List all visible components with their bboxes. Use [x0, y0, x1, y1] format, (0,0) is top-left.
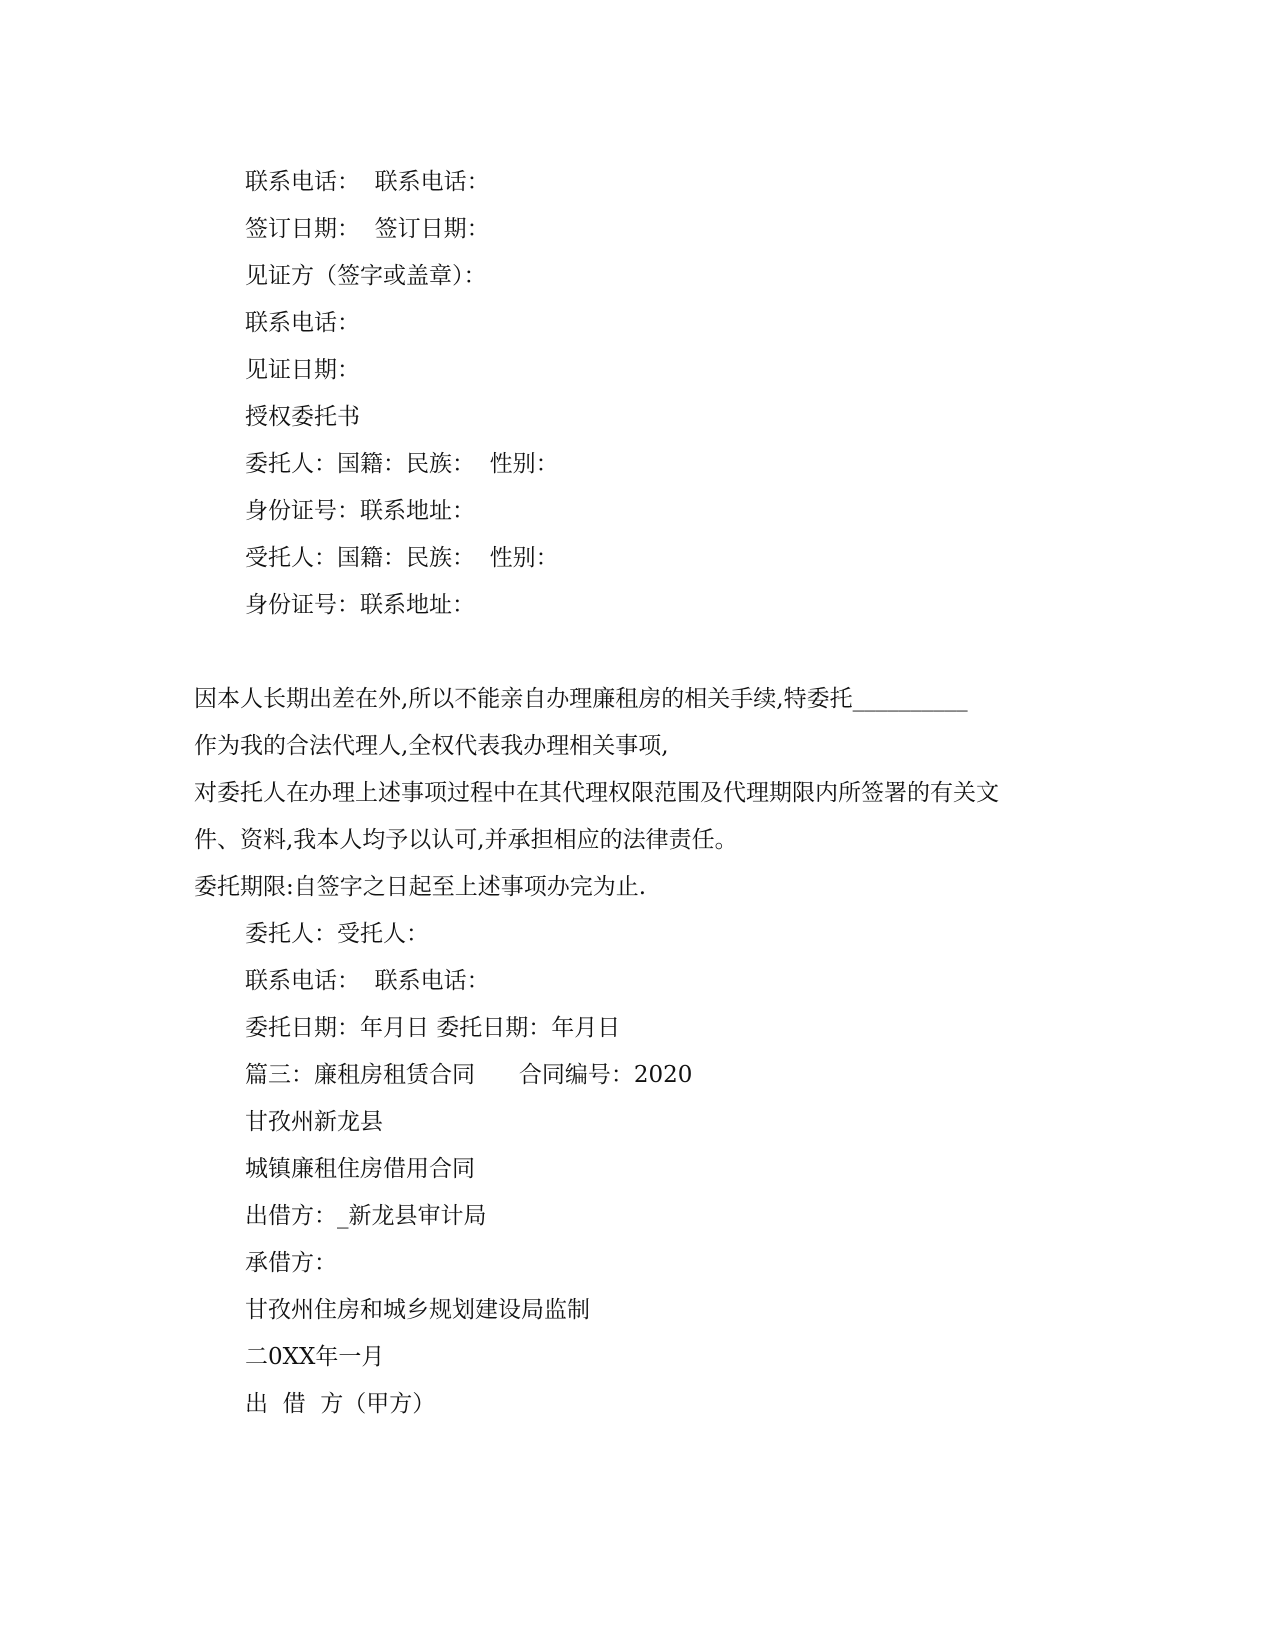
text-line: 联系电话： 联系电话： — [245, 968, 490, 994]
text-line: 身份证号：联系地址： — [245, 592, 475, 618]
section-heading: 篇三：廉租房租赁合同 合同编号：2020 — [245, 1062, 693, 1088]
text-line: 城镇廉租住房借用合同 — [245, 1156, 475, 1182]
text-line: 出借方：_新龙县审计局 — [245, 1203, 487, 1229]
text-line: 受托人：国籍：民族： 性别： — [245, 545, 559, 571]
text-line: 联系电话： 联系电话： — [245, 169, 490, 195]
text-line: 承借方： — [245, 1250, 337, 1276]
paragraph-line: 作为我的合法代理人,全权代表我办理相关事项, — [194, 733, 669, 759]
section-heading: 授权委托书 — [245, 404, 360, 430]
text-line: 委托人：受托人： — [245, 921, 429, 947]
text-line: 甘孜州住房和城乡规划建设局监制 — [245, 1297, 590, 1323]
text-line: 委托日期：年月日 委托日期：年月日 — [245, 1015, 621, 1041]
text-line: 身份证号：联系地址： — [245, 498, 475, 524]
paragraph-line: 因本人长期出差在外,所以不能亲自办理廉租房的相关手续,特委托__________ — [194, 686, 968, 712]
text-line: 见证日期： — [245, 357, 360, 383]
text-line: 见证方（签字或盖章）： — [245, 263, 487, 289]
paragraph-line: 委托期限:自签字之日起至上述事项办完为止. — [194, 874, 647, 900]
paragraph-line: 件、资料,我本人均予以认可,并承担相应的法律责任。 — [194, 827, 738, 853]
text-line: 签订日期： 签订日期： — [245, 216, 490, 242]
text-line: 甘孜州新龙县 — [245, 1109, 383, 1135]
text-line: 委托人：国籍：民族： 性别： — [245, 451, 559, 477]
text-line: 联系电话： — [245, 310, 360, 336]
text-line: 出 借 方（甲方） — [245, 1391, 436, 1417]
paragraph-line: 对委托人在办理上述事项过程中在其代理权限范围及代理期限内所签署的有关文 — [194, 780, 999, 806]
text-line: 二0XX年一月 — [245, 1344, 385, 1370]
